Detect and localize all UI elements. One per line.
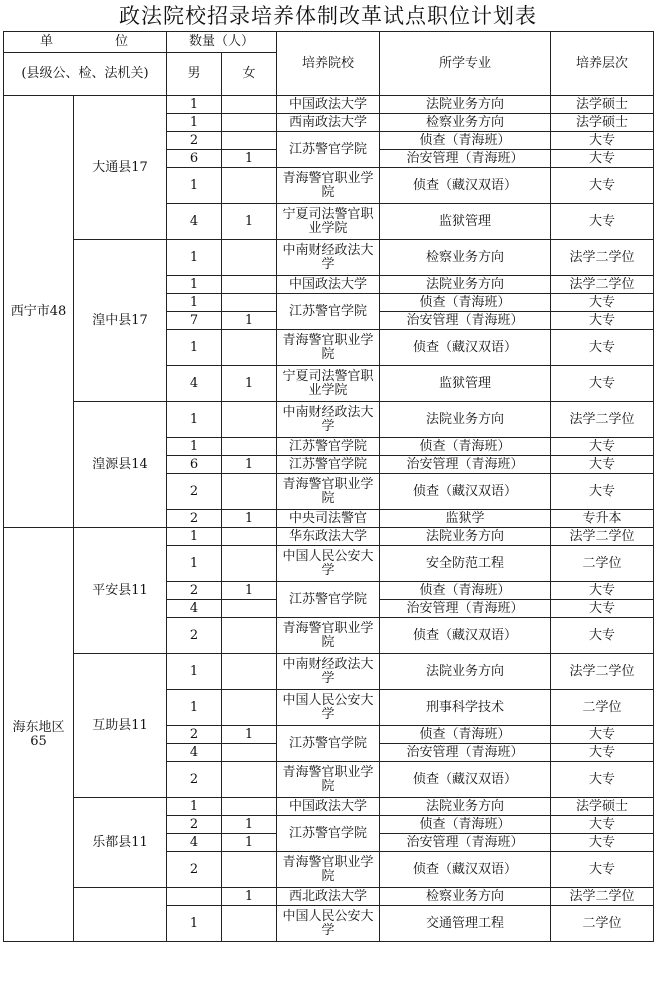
table-row xyxy=(4,888,654,906)
level-cell: 法学硕士 xyxy=(551,96,654,114)
level-cell: 大专 xyxy=(551,366,654,402)
level-cell: 大专 xyxy=(551,294,654,312)
level-cell: 大专 xyxy=(551,438,654,456)
major-cell: 治安管理（青海班） xyxy=(380,600,551,618)
male-count-cell: 2 xyxy=(167,618,222,654)
level-cell: 大专 xyxy=(551,600,654,618)
female-count-cell xyxy=(222,240,277,276)
county-cell: 互助县11 xyxy=(74,654,167,798)
county-cell: 湟源县14 xyxy=(74,402,167,528)
female-count-cell xyxy=(222,852,277,888)
female-count-cell xyxy=(222,132,277,150)
header-unit-sub: (县级公、检、法机关) xyxy=(4,53,167,96)
school-cell: 宁夏司法警官职业学院 xyxy=(277,366,380,402)
level-cell: 法学硕士 xyxy=(551,114,654,132)
female-count-cell xyxy=(222,546,277,582)
level-cell: 法学二学位 xyxy=(551,654,654,690)
school-cell: 青海警官职业学院 xyxy=(277,330,380,366)
major-cell: 侦查（青海班） xyxy=(380,438,551,456)
major-cell: 检察业务方向 xyxy=(380,114,551,132)
female-count-cell xyxy=(222,798,277,816)
female-count-cell: 1 xyxy=(222,816,277,834)
major-cell: 法院业务方向 xyxy=(380,96,551,114)
male-count-cell: 2 xyxy=(167,582,222,600)
level-cell: 二学位 xyxy=(551,690,654,726)
male-count-cell: 4 xyxy=(167,834,222,852)
female-count-cell xyxy=(222,474,277,510)
female-count-cell: 1 xyxy=(222,150,277,168)
male-count-cell: 2 xyxy=(167,510,222,528)
major-cell: 安全防范工程 xyxy=(380,546,551,582)
male-count-cell: 1 xyxy=(167,546,222,582)
level-cell: 大专 xyxy=(551,816,654,834)
major-cell: 侦查（青海班） xyxy=(380,816,551,834)
female-count-cell xyxy=(222,762,277,798)
level-cell: 大专 xyxy=(551,762,654,798)
major-cell: 治安管理（青海班） xyxy=(380,834,551,852)
level-cell: 大专 xyxy=(551,456,654,474)
school-cell: 江苏警官学院 xyxy=(277,132,380,168)
female-count-cell: 1 xyxy=(222,888,277,906)
female-count-cell xyxy=(222,402,277,438)
male-count-cell: 2 xyxy=(167,474,222,510)
level-cell: 大专 xyxy=(551,744,654,762)
female-count-cell: 1 xyxy=(222,834,277,852)
level-cell: 法学二学位 xyxy=(551,528,654,546)
school-cell: 中国政法大学 xyxy=(277,276,380,294)
major-cell: 侦查（青海班） xyxy=(380,726,551,744)
school-cell: 中南财经政法大学 xyxy=(277,240,380,276)
school-cell: 青海警官职业学院 xyxy=(277,168,380,204)
table-row xyxy=(4,654,654,690)
major-cell: 侦查（藏汉双语） xyxy=(380,852,551,888)
male-count-cell: 2 xyxy=(167,762,222,798)
female-count-cell: 1 xyxy=(222,456,277,474)
school-cell: 青海警官职业学院 xyxy=(277,618,380,654)
major-cell: 治安管理（青海班） xyxy=(380,456,551,474)
major-cell: 侦查（藏汉双语） xyxy=(380,762,551,798)
school-cell: 中国人民公安大学 xyxy=(277,546,380,582)
table-row xyxy=(4,528,654,546)
school-cell: 江苏警官学院 xyxy=(277,438,380,456)
male-count-cell: 1 xyxy=(167,906,222,942)
county-cell: 湟中县17 xyxy=(74,240,167,402)
major-cell: 治安管理（青海班） xyxy=(380,744,551,762)
school-cell: 中南财经政法大学 xyxy=(277,654,380,690)
level-cell: 大专 xyxy=(551,204,654,240)
level-cell: 法学二学位 xyxy=(551,402,654,438)
level-cell: 法学二学位 xyxy=(551,276,654,294)
male-count-cell: 2 xyxy=(167,132,222,150)
male-count-cell: 4 xyxy=(167,366,222,402)
female-count-cell xyxy=(222,528,277,546)
position-plan-table xyxy=(3,31,654,942)
major-cell: 检察业务方向 xyxy=(380,888,551,906)
male-count-cell xyxy=(167,888,222,906)
female-count-cell: 1 xyxy=(222,204,277,240)
male-count-cell: 6 xyxy=(167,150,222,168)
female-count-cell xyxy=(222,600,277,618)
male-count-cell: 1 xyxy=(167,402,222,438)
major-cell: 监狱管理 xyxy=(380,366,551,402)
male-count-cell: 4 xyxy=(167,204,222,240)
level-cell: 二学位 xyxy=(551,546,654,582)
female-count-cell xyxy=(222,744,277,762)
male-count-cell: 1 xyxy=(167,528,222,546)
table-body xyxy=(4,96,654,942)
school-cell: 江苏警官学院 xyxy=(277,294,380,330)
level-cell: 大专 xyxy=(551,330,654,366)
male-count-cell: 1 xyxy=(167,654,222,690)
school-cell: 青海警官职业学院 xyxy=(277,762,380,798)
level-cell: 大专 xyxy=(551,852,654,888)
male-count-cell: 1 xyxy=(167,240,222,276)
level-cell: 大专 xyxy=(551,132,654,150)
school-cell: 中国人民公安大学 xyxy=(277,690,380,726)
male-count-cell: 1 xyxy=(167,96,222,114)
male-count-cell: 7 xyxy=(167,312,222,330)
school-cell: 宁夏司法警官职业学院 xyxy=(277,204,380,240)
male-count-cell: 2 xyxy=(167,726,222,744)
female-count-cell xyxy=(222,330,277,366)
major-cell: 侦查（藏汉双语） xyxy=(380,168,551,204)
major-cell: 侦查（青海班） xyxy=(380,132,551,150)
level-cell: 专升本 xyxy=(551,510,654,528)
male-count-cell: 1 xyxy=(167,330,222,366)
major-cell: 刑事科学技术 xyxy=(380,690,551,726)
header-female: 女 xyxy=(222,53,277,96)
major-cell: 检察业务方向 xyxy=(380,240,551,276)
county-cell xyxy=(74,888,167,942)
table-row xyxy=(4,402,654,438)
region-cell: 海东地区65 xyxy=(4,528,74,942)
school-cell: 江苏警官学院 xyxy=(277,456,380,474)
school-cell: 江苏警官学院 xyxy=(277,726,380,762)
male-count-cell: 6 xyxy=(167,456,222,474)
school-cell: 华东政法大学 xyxy=(277,528,380,546)
major-cell: 监狱管理 xyxy=(380,204,551,240)
school-cell: 江苏警官学院 xyxy=(277,582,380,618)
female-count-cell xyxy=(222,276,277,294)
table-header xyxy=(4,32,654,96)
county-cell: 平安县11 xyxy=(74,528,167,654)
level-cell: 二学位 xyxy=(551,906,654,942)
female-count-cell xyxy=(222,690,277,726)
table-row xyxy=(4,798,654,816)
major-cell: 法院业务方向 xyxy=(380,654,551,690)
major-cell: 法院业务方向 xyxy=(380,402,551,438)
major-cell: 监狱学 xyxy=(380,510,551,528)
level-cell: 法学硕士 xyxy=(551,798,654,816)
female-count-cell: 1 xyxy=(222,582,277,600)
school-cell: 中央司法警官 xyxy=(277,510,380,528)
major-cell: 法院业务方向 xyxy=(380,276,551,294)
female-count-cell xyxy=(222,114,277,132)
major-cell: 侦查（藏汉双语） xyxy=(380,474,551,510)
school-cell: 江苏警官学院 xyxy=(277,816,380,852)
female-count-cell: 1 xyxy=(222,510,277,528)
female-count-cell xyxy=(222,618,277,654)
school-cell: 西北政法大学 xyxy=(277,888,380,906)
female-count-cell xyxy=(222,654,277,690)
major-cell: 侦查（青海班） xyxy=(380,582,551,600)
level-cell: 大专 xyxy=(551,150,654,168)
female-count-cell xyxy=(222,438,277,456)
male-count-cell: 1 xyxy=(167,168,222,204)
major-cell: 治安管理（青海班） xyxy=(380,312,551,330)
male-count-cell: 1 xyxy=(167,690,222,726)
page-title: 政法院校招录培养体制改革试点职位计划表 xyxy=(119,4,537,28)
major-cell: 法院业务方向 xyxy=(380,798,551,816)
male-count-cell: 4 xyxy=(167,744,222,762)
level-cell: 大专 xyxy=(551,474,654,510)
female-count-cell xyxy=(222,96,277,114)
school-cell: 青海警官职业学院 xyxy=(277,852,380,888)
header-male: 男 xyxy=(167,53,222,96)
major-cell: 侦查（藏汉双语） xyxy=(380,618,551,654)
county-cell: 乐都县11 xyxy=(74,798,167,888)
male-count-cell: 1 xyxy=(167,294,222,312)
female-count-cell: 1 xyxy=(222,312,277,330)
female-count-cell xyxy=(222,906,277,942)
level-cell: 大专 xyxy=(551,312,654,330)
table-row xyxy=(4,96,654,114)
level-cell: 大专 xyxy=(551,726,654,744)
male-count-cell: 1 xyxy=(167,438,222,456)
school-cell: 中国人民公安大学 xyxy=(277,906,380,942)
male-count-cell: 1 xyxy=(167,114,222,132)
major-cell: 法院业务方向 xyxy=(380,528,551,546)
male-count-cell: 2 xyxy=(167,852,222,888)
female-count-cell: 1 xyxy=(222,366,277,402)
level-cell: 法学二学位 xyxy=(551,240,654,276)
header-count: 数量（人） xyxy=(167,32,277,53)
header-unit: 单 位 xyxy=(4,32,167,53)
female-count-cell xyxy=(222,294,277,312)
header-school: 培养院校 xyxy=(277,32,380,96)
male-count-cell: 1 xyxy=(167,798,222,816)
school-cell: 西南政法大学 xyxy=(277,114,380,132)
school-cell: 中南财经政法大学 xyxy=(277,402,380,438)
level-cell: 大专 xyxy=(551,168,654,204)
school-cell: 中国政法大学 xyxy=(277,798,380,816)
level-cell: 法学二学位 xyxy=(551,888,654,906)
male-count-cell: 1 xyxy=(167,276,222,294)
male-count-cell: 4 xyxy=(167,600,222,618)
region-cell: 西宁市48 xyxy=(4,96,74,528)
county-cell: 大通县17 xyxy=(74,96,167,240)
table-row xyxy=(4,240,654,276)
major-cell: 侦查（藏汉双语） xyxy=(380,330,551,366)
female-count-cell: 1 xyxy=(222,726,277,744)
header-major: 所学专业 xyxy=(380,32,551,96)
major-cell: 侦查（青海班） xyxy=(380,294,551,312)
header-level: 培养层次 xyxy=(551,32,654,96)
male-count-cell: 2 xyxy=(167,816,222,834)
level-cell: 大专 xyxy=(551,618,654,654)
female-count-cell xyxy=(222,168,277,204)
school-cell: 青海警官职业学院 xyxy=(277,474,380,510)
school-cell: 中国政法大学 xyxy=(277,96,380,114)
level-cell: 大专 xyxy=(551,582,654,600)
major-cell: 交通管理工程 xyxy=(380,906,551,942)
major-cell: 治安管理（青海班） xyxy=(380,150,551,168)
level-cell: 大专 xyxy=(551,834,654,852)
